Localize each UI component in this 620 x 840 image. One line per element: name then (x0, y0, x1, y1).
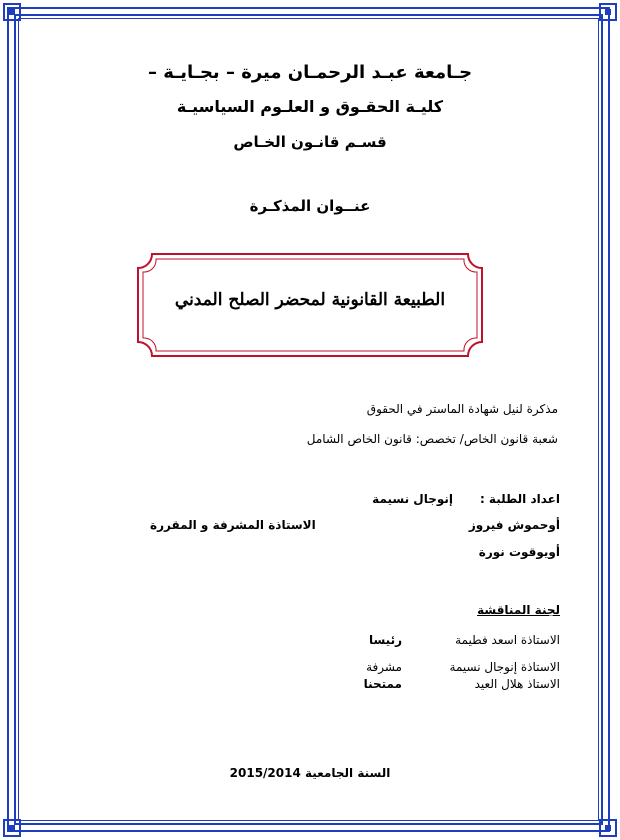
student-name: أويوقوت نورة (478, 545, 560, 559)
committee-member-name: الاستاذة إنوجال نسيمة (449, 660, 560, 674)
corner-ornament-icon (590, 810, 620, 840)
student-name: إنوجال نسيمة (372, 492, 453, 506)
academic-year: السنة الجامعية 2015/2014 (229, 766, 391, 780)
student-name: أوحموش فيروز (468, 518, 560, 532)
thesis-title: الطبيعة القانونية لمحضر الصلح المدني (174, 290, 446, 310)
committee-member-role: مشرفة (366, 660, 402, 674)
committee-title: لجنة المناقشة (477, 603, 560, 617)
thesis-title-frame (136, 252, 484, 358)
students-label: اعداد الطلبة : (479, 492, 560, 506)
university-name: جـامعة عبـد الرحمـان ميرة – بجـايـة – (147, 62, 473, 83)
committee-member-name: الاستاذة اسعد فطيمة (455, 633, 560, 647)
corner-ornament-icon (590, 0, 620, 30)
committee-member-role: ممتحنا (363, 677, 402, 691)
department-name: قسـم قانـون الخـاص (233, 133, 387, 151)
supervisor-label: الاستاذة المشرفة و المقررة (150, 518, 316, 532)
diploma-line: مذكرة لنيل شهادة الماستر في الحقوق (366, 402, 558, 416)
thesis-title-heading: عنــوان المذكـرة (249, 197, 371, 215)
faculty-name: كليـة الحقـوق و العلـوم السياسيـة (176, 97, 444, 116)
committee-member-role: رئيسا (368, 633, 402, 647)
corner-ornament-icon (0, 810, 30, 840)
branch-line: شعبة قانون الخاص/ تخصص: قانون الخاص الشامل (306, 432, 558, 446)
corner-ornament-icon (0, 0, 30, 30)
committee-member-name: الاستاذ هلال العيد (474, 677, 560, 691)
